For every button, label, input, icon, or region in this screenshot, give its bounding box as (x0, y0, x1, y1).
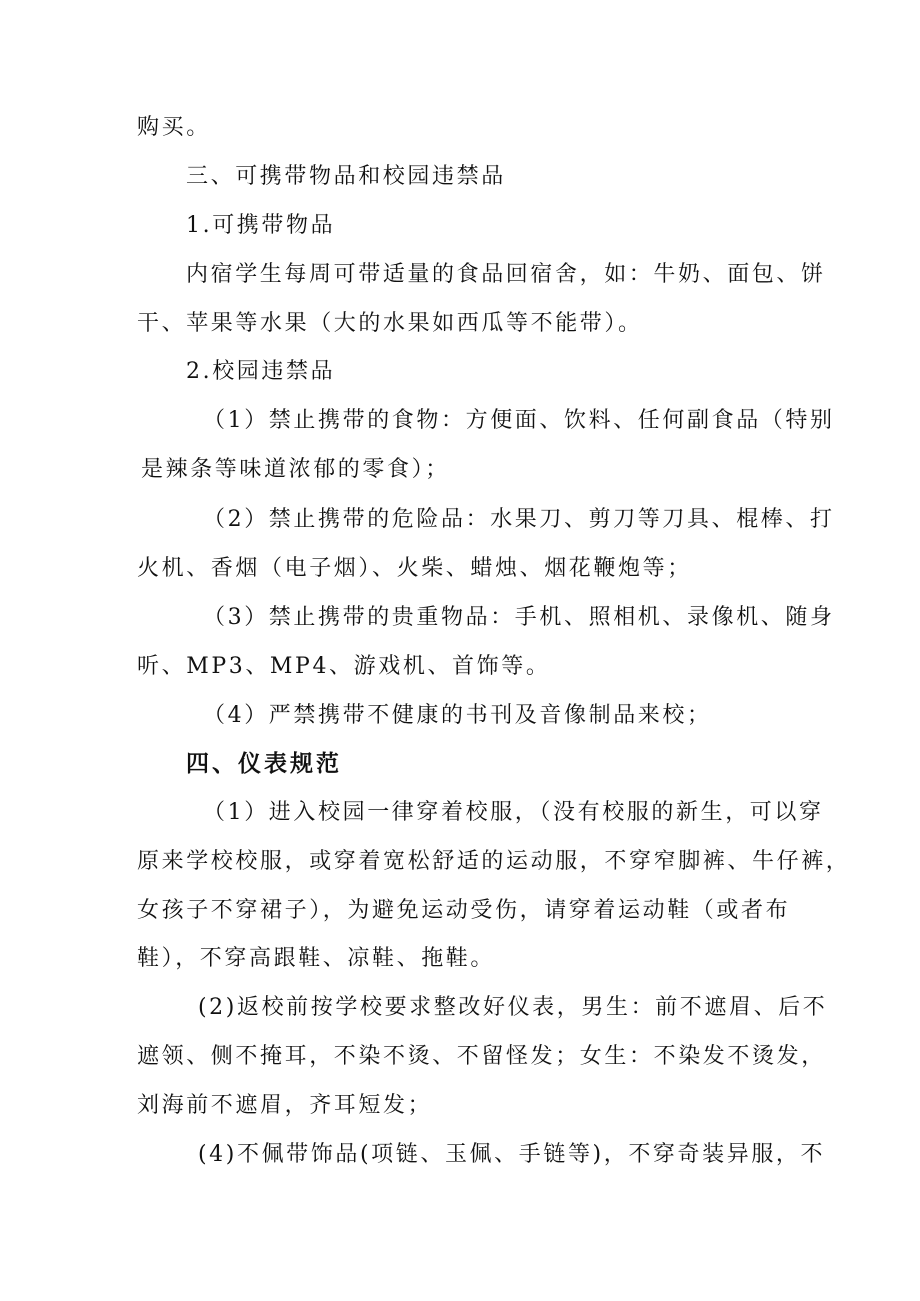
text-line-purchase: 购买。 (137, 115, 211, 140)
prohibited-dangerous-line-1: （2）禁止携带的危险品：水果刀、剪刀等刀具、棍棒、打 (203, 507, 835, 532)
section-heading-4: 四、仪表规范 (186, 751, 342, 777)
prohibited-food-line-1: （1）禁止携带的食物：方便面、饮料、任何副食品（特别 (203, 408, 835, 433)
prohibited-dangerous-line-2: 火机、香烟（电子烟）、火柴、蜡烛、烟花鞭炮等； (137, 556, 692, 581)
subheading-prohibited-items: 2.校园违禁品 (186, 359, 336, 384)
appearance-rule-line-2: 遮领、侧不掩耳，不染不烫、不留怪发；女生：不染发不烫发， (137, 1044, 826, 1069)
uniform-rule-line-2: 原来学校校服，或穿着宽松舒适的运动服，不穿窄脚裤、牛仔裤， (137, 849, 851, 874)
uniform-rule-line-1: （1）进入校园一律穿着校服，（没有校服的新生，可以穿 (203, 800, 824, 825)
paragraph-allowed-items-line-2: 干、苹果等水果（大的水果如西瓜等不能带）。 (137, 311, 643, 336)
prohibited-media-line: （4）严禁携带不健康的书刊及音像制品来校； (203, 703, 712, 728)
paragraph-allowed-items-line-1: 内宿学生每周可带适量的食品回宿舍，如：牛奶、面包、饼 (186, 262, 826, 287)
appearance-rule-line-1: (2)返校前按学校要求整改好仪表，男生：前不遮眉、后不 (198, 995, 828, 1020)
subheading-allowed-items: 1.可携带物品 (186, 213, 336, 238)
uniform-rule-line-3: 女孩子不穿裙子），为避免运动受伤，请穿着运动鞋（或者布 (137, 898, 791, 923)
section-heading-3: 三、可携带物品和校园违禁品 (186, 164, 506, 189)
prohibited-valuables-line-1: （3）禁止携带的贵重物品：手机、照相机、录像机、随身 (203, 605, 835, 630)
prohibited-food-line-2: 是辣条等味道浓郁的零食）； (141, 457, 450, 482)
prohibited-valuables-line-2: 听、MP3、MP4、游戏机、首饰等。 (137, 654, 551, 679)
accessory-rule-line-1: (4)不佩带饰品(项链、玉佩、手链等)，不穿奇装异服，不 (198, 1142, 826, 1167)
uniform-rule-line-4: 鞋），不穿高跟鞋、凉鞋、拖鞋。 (137, 946, 496, 971)
appearance-rule-line-3: 刘海前不遮眉，齐耳短发； (137, 1093, 433, 1118)
